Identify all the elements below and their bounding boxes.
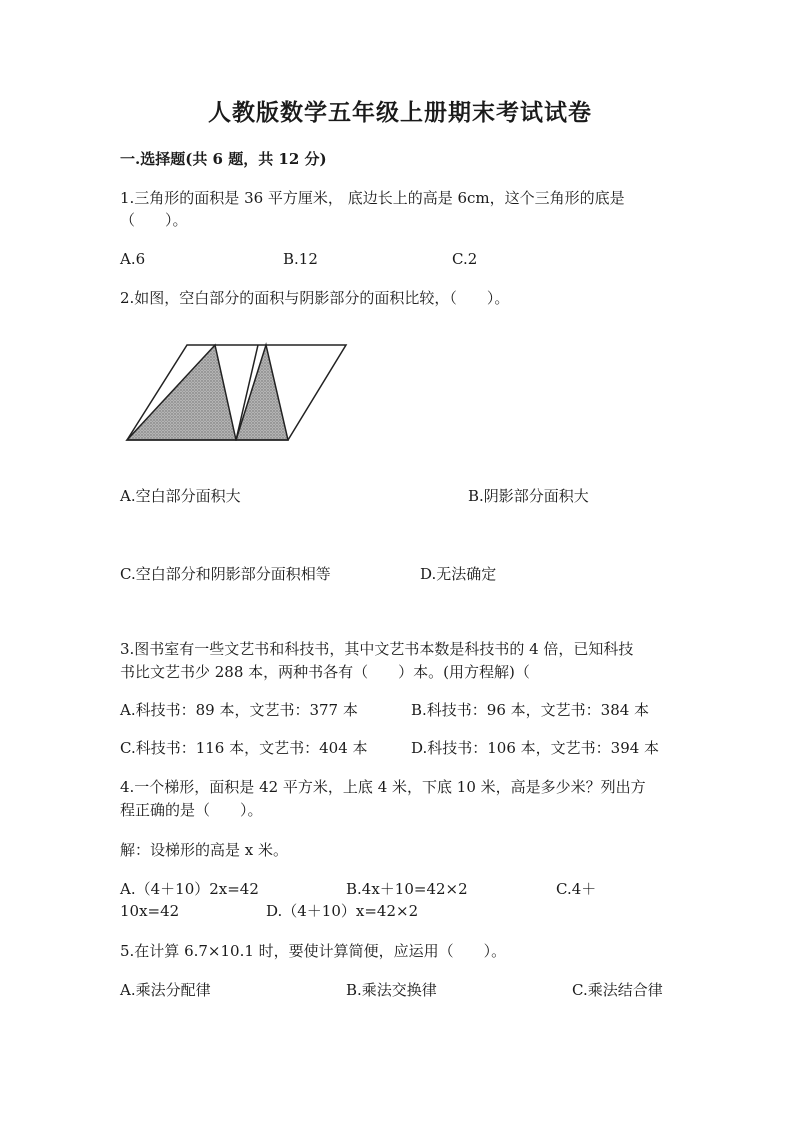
question-4-text: 4.一个梯形，面积是 42 平方米，上底 4 米，下底 10 米，高是多少米？列出方: [120, 778, 646, 796]
page-title: 人教版数学五年级上册期末考试试卷: [208, 99, 592, 126]
question-4-option-a: A.（4＋10）2x=42: [120, 880, 259, 898]
question-3-option-d: D.科技书：106 本，文艺书：394 本: [411, 739, 660, 757]
question-1-option-c: C.2: [452, 250, 478, 268]
question-1-option-b: B.12: [283, 250, 318, 268]
question-4-option-b: B.4x＋10=42×2: [346, 880, 468, 898]
question-4-solve-line: 解：设梯形的高是 x 米。: [120, 841, 288, 859]
question-3-option-b: B.科技书：96 本，文艺书：384 本: [411, 701, 650, 719]
question-3-text: 3.图书室有一些文艺书和科技书，其中文艺书本数是科技书的 4 倍，已知科技: [120, 640, 634, 658]
question-2-text: 2.如图，空白部分的面积与阴影部分的面积比较，（ ）。: [120, 289, 510, 307]
question-4-option-d: D.（4＋10）x=42×2: [266, 902, 419, 920]
question-1-text: 1.三角形的面积是 36 平方厘米， 底边长上的高是 6cm，这个三角形的底是: [120, 189, 625, 207]
question-4-option-c-cont: 10x=42: [120, 902, 180, 920]
question-5-option-a: A.乘法分配律: [120, 981, 211, 999]
question-2-option-c: C.空白部分和阴影部分面积相等: [120, 565, 331, 583]
question-5-text: 5.在计算 6.7×10.1 时，要使计算简便，应运用（ ）。: [120, 942, 507, 960]
question-4-text-cont: 程正确的是（ ）。: [120, 801, 263, 819]
question-3-text-cont: 书比文艺书少 288 本，两种书各有（ ）本。(用方程解)（: [120, 663, 530, 681]
section-heading: 一.选择题(共 6 题，共 12 分): [120, 150, 327, 168]
question-4-option-c: C.4＋: [556, 880, 597, 898]
shaded-triangle-left: [127, 345, 236, 440]
shaded-triangle-right: [236, 345, 288, 440]
question-5-option-c: C.乘法结合律: [572, 981, 663, 999]
question-1-option-a: A.6: [120, 250, 146, 268]
question-2-option-a: A.空白部分面积大: [120, 487, 241, 505]
question-2-option-b: B.阴影部分面积大: [468, 487, 589, 505]
question-3-option-a: A.科技书：89 本，文艺书：377 本: [120, 701, 358, 719]
question-5-option-b: B.乘法交换律: [346, 981, 437, 999]
question-2-option-d: D.无法确定: [420, 565, 497, 583]
question-3-option-c: C.科技书：116 本，文艺书：404 本: [120, 739, 368, 757]
question-1-text-cont: （ ）。: [120, 211, 188, 229]
parallelogram-figure: [120, 338, 352, 448]
